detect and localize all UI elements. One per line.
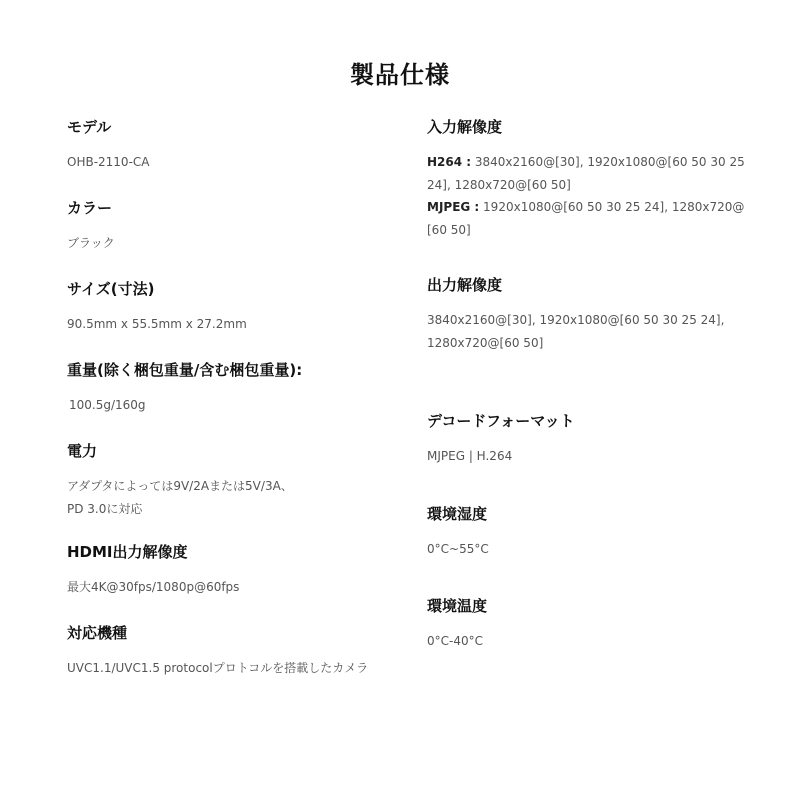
spec-input-resolution — [427, 117, 747, 241]
spec-hdmi-output — [67, 542, 397, 599]
spec-output-resolution — [427, 275, 747, 354]
spec-value-line: アダプタによっては9V/2Aまたは5V/3A、 — [67, 479, 293, 493]
spec-weight — [67, 360, 397, 417]
spec-value-line: 0°C~55°C — [427, 542, 489, 556]
spec-value-line: 1280x720@[60 50] — [427, 335, 544, 350]
spec-label: 環境湿度 — [427, 505, 488, 523]
spec-size — [67, 279, 397, 336]
spec-value — [427, 538, 747, 561]
spec-value-line: 最大4K@30fps/1080p@60fps — [67, 580, 240, 594]
spec-value-line: 100.5g/160g — [69, 398, 146, 412]
spec-decode-format — [427, 411, 747, 468]
spec-value-line: PD 3.0に対応 — [67, 501, 143, 516]
spec-label: 環境温度 — [427, 597, 488, 615]
spec-label: カラー — [67, 199, 113, 217]
spec-value — [427, 151, 747, 241]
spec-label: 電力 — [67, 442, 98, 460]
spec-environment-humidity — [427, 504, 747, 561]
spec-power — [67, 441, 397, 520]
spec-environment-temperature — [427, 596, 747, 653]
h264-values: 3840x2160@[30], 1920x1080@[60 50 30 25 — [471, 155, 745, 169]
spec-value — [427, 630, 747, 653]
spec-label: モデル — [67, 118, 112, 136]
spec-value — [67, 576, 397, 599]
spec-value — [427, 309, 747, 354]
spec-value-line: 90.5mm x 55.5mm x 27.2mm — [67, 317, 247, 331]
spec-value — [67, 475, 397, 520]
spec-value-line: 3840x2160@[30], 1920x1080@[60 50 30 25 24], — [427, 313, 725, 327]
spec-label: 入力解像度 — [427, 118, 503, 136]
spec-label: 重量(除く梱包重量/含む梱包重量): — [67, 361, 303, 379]
spec-value — [67, 151, 397, 174]
spec-label: 出力解像度 — [427, 276, 503, 294]
h264-prefix: H264 : — [427, 155, 472, 169]
spec-value — [427, 445, 747, 468]
spec-value-line — [427, 196, 747, 219]
mjpeg-prefix: MJPEG : — [427, 200, 480, 214]
spec-label: HDMI出力解像度 — [67, 543, 188, 561]
spec-label: 対応機種 — [67, 624, 128, 642]
mjpeg-values: 1920x1080@[60 50 30 25 24], 1280x720@ — [479, 200, 745, 214]
spec-value-line: MJPEG | H.264 — [427, 449, 513, 463]
spec-value — [67, 313, 397, 336]
spec-value — [67, 394, 397, 417]
spec-value-line: UVC1.1/UVC1.5 protocolプロトコルを搭載したカメラ — [67, 661, 369, 675]
spec-compatible-devices — [67, 623, 397, 680]
spec-value — [67, 657, 397, 680]
spec-value-line — [427, 151, 747, 174]
spec-model — [67, 117, 397, 174]
spec-value-line: [60 50] — [427, 222, 471, 237]
spec-color — [67, 198, 397, 255]
spec-label: デコードフォーマット — [427, 412, 575, 430]
spec-value — [67, 232, 397, 255]
spec-value-line: 24], 1280x720@[60 50] — [427, 177, 571, 192]
spec-value-line: 0°C-40°C — [427, 634, 483, 648]
spec-value-line: ブラック — [67, 236, 115, 250]
page-title: 製品仕様 — [350, 61, 450, 89]
spec-label: サイズ(寸法) — [67, 280, 155, 298]
spec-value-line: OHB-2110-CA — [67, 155, 150, 169]
